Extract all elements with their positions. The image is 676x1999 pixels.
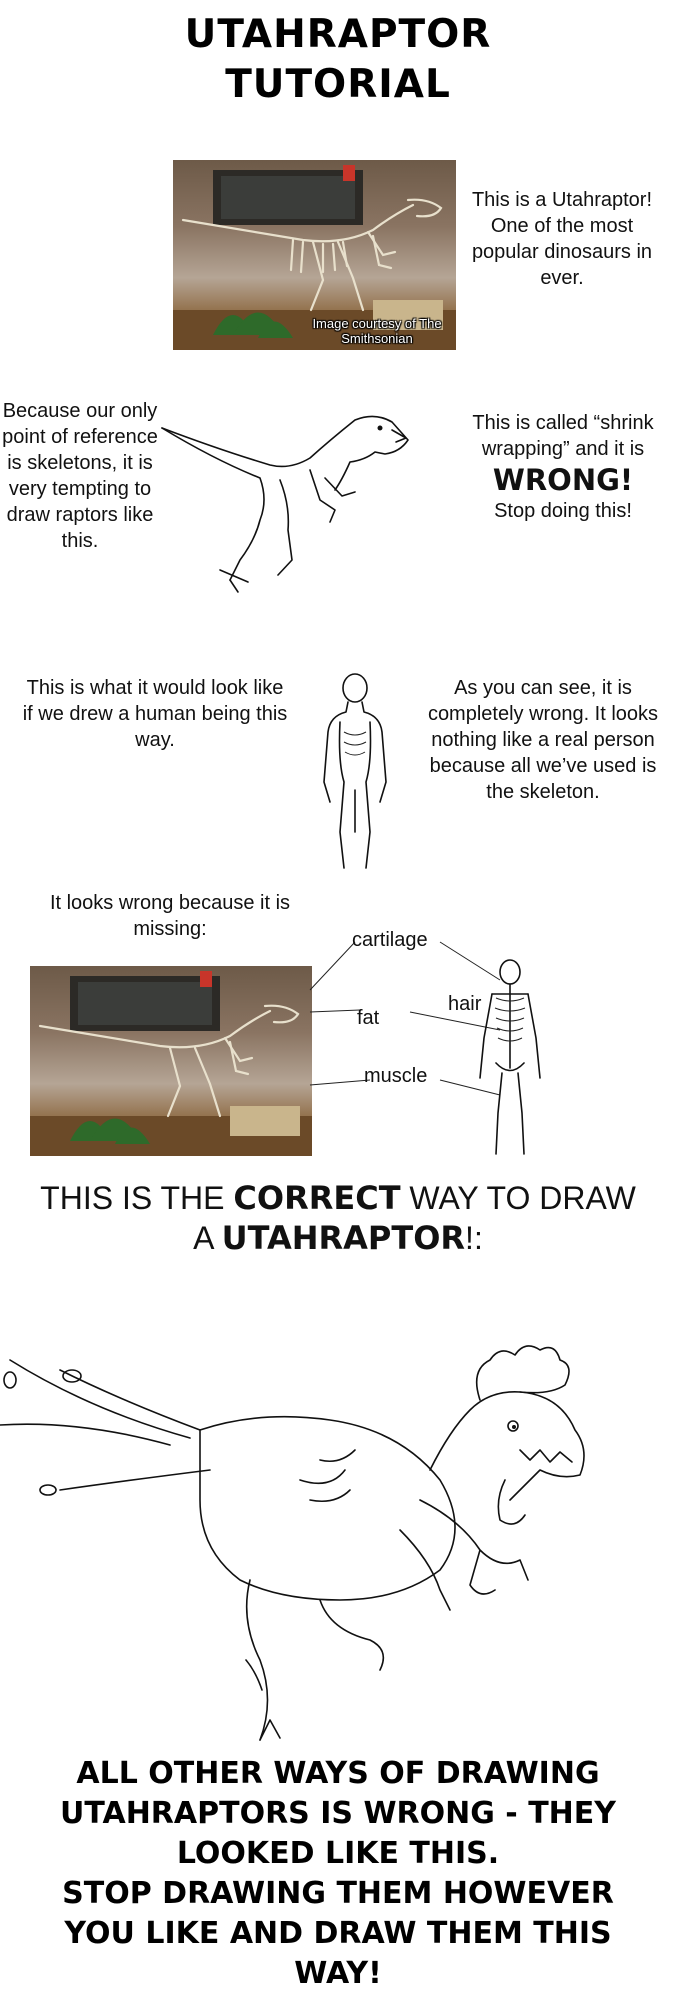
correct-utahraptor: UTAHRAPTOR <box>221 1219 466 1257</box>
human-skeleton-drawing <box>470 958 550 1158</box>
closing-line-5: YOU LIKE AND DRAW THEM THIS <box>64 1916 612 1951</box>
closing-line-2: UTAHRAPTORS IS WRONG - THEY <box>59 1796 616 1831</box>
feathered-raptor-drawing <box>0 1300 676 1750</box>
correct-line2-pre: A <box>193 1220 222 1256</box>
photo-credit: Image courtesy of The Smithsonian <box>312 316 442 346</box>
skeleton-photo <box>173 160 456 350</box>
label-cartilage: cartilage <box>352 929 428 951</box>
label-hair: hair <box>448 993 482 1015</box>
intro-text: This is a Utahraptor! One of the most popular dinosaurs in ever. <box>471 189 653 289</box>
closing-line-6: WAY! <box>294 1956 382 1991</box>
correct-pre: THIS IS THE <box>40 1180 234 1216</box>
correct-heading <box>0 1178 676 1258</box>
shrink-wrapped-raptor-drawing <box>160 410 460 600</box>
title-line-2: TUTORIAL <box>225 62 451 107</box>
human-right-text: As you can see, it is completely wrong. It looks nothing like a real person because all we’ve used is the skeleton. <box>427 677 659 803</box>
correct-heading-line-1 <box>0 1178 676 1218</box>
title-line-1: UTAHRAPTOR <box>184 12 492 57</box>
shrink-left-text: Because our only point of reference is skeletons, it is very tempting to draw raptors like this. <box>2 400 158 552</box>
correct-heading-line-2 <box>0 1218 676 1258</box>
closing-text <box>0 1754 676 1994</box>
page-title <box>0 10 676 110</box>
wrong-word: WRONG! <box>492 463 634 497</box>
shrink-right-text-2: Stop doing this! <box>494 500 632 522</box>
correct-post: !: <box>465 1220 483 1256</box>
skeleton-photo-2 <box>30 966 312 1156</box>
correct-mid: WAY TO DRAW <box>400 1180 636 1216</box>
closing-line-3: LOOKED LIKE THIS. <box>176 1836 500 1871</box>
correct-bold: CORRECT <box>233 1179 401 1217</box>
closing-line-1: ALL OTHER WAYS OF DRAWING <box>76 1756 600 1791</box>
shrink-wrapped-human-drawing <box>310 672 400 872</box>
shrink-right-text <box>468 410 658 524</box>
missing-intro-text: It looks wrong because it is missing: <box>49 892 291 940</box>
closing-line-4: STOP DRAWING THEM HOWEVER <box>62 1876 614 1911</box>
human-left-text: This is what it would look like if we drew a human being this way. <box>22 677 288 751</box>
label-fat: fat <box>357 1007 380 1029</box>
shrink-right-text-1: This is called “shrink wrapping” and it is <box>472 412 654 460</box>
label-muscle: muscle <box>364 1065 428 1087</box>
